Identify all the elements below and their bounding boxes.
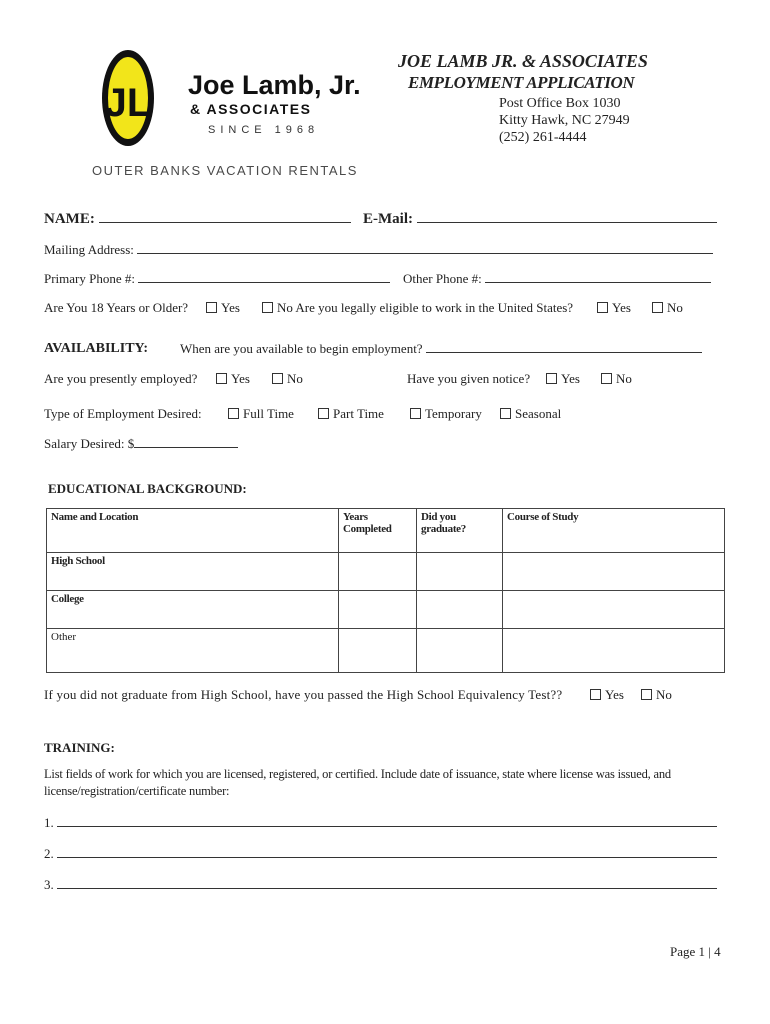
age-no-checkbox[interactable] <box>262 302 273 313</box>
equivalency-yes-label: Yes <box>605 687 624 702</box>
training-line-1 <box>44 815 717 831</box>
primary-phone-label: Primary Phone #: <box>44 271 135 286</box>
other-phone-field[interactable] <box>485 271 711 283</box>
email-row <box>363 211 717 228</box>
other-course-cell[interactable] <box>503 629 725 673</box>
training-number-3: 3. <box>44 877 54 892</box>
company-phone: (252) 261-4444 <box>499 130 587 145</box>
hs-course-cell[interactable] <box>503 553 725 591</box>
logo-name: Joe Lamb, Jr. <box>188 70 361 100</box>
training-line-2 <box>44 846 717 862</box>
table-row <box>47 591 725 629</box>
seasonal-option[interactable] <box>500 406 561 422</box>
availability-heading: AVAILABILITY: <box>44 341 149 356</box>
temporary-option[interactable] <box>410 406 482 422</box>
training-field-3[interactable] <box>57 877 717 889</box>
begin-date-field[interactable] <box>426 341 702 353</box>
address-line-2: Kitty Hawk, NC 27949 <box>499 113 630 128</box>
temporary-label: Temporary <box>425 406 482 421</box>
mailing-row <box>44 242 713 258</box>
equivalency-yes-checkbox[interactable] <box>590 689 601 700</box>
row-college[interactable]: College <box>47 591 339 629</box>
temporary-checkbox[interactable] <box>410 408 421 419</box>
training-line-3 <box>44 877 717 893</box>
table-row <box>47 629 725 673</box>
college-years-cell[interactable] <box>339 591 417 629</box>
employment-type-label: Type of Employment Desired: <box>44 406 202 421</box>
begin-question: When are you available to begin employment? <box>180 341 423 356</box>
training-field-1[interactable] <box>57 815 717 827</box>
education-heading: EDUCATIONAL BACKGROUND: <box>48 481 247 496</box>
training-number-1: 1. <box>44 815 54 830</box>
salary-label: Salary Desired: $ <box>44 436 135 451</box>
salary-row <box>44 436 238 452</box>
address-line-1: Post Office Box 1030 <box>499 96 621 111</box>
employed-no-option[interactable] <box>272 371 303 387</box>
mailing-address-field[interactable] <box>137 242 713 254</box>
full-time-checkbox[interactable] <box>228 408 239 419</box>
notice-yes-checkbox[interactable] <box>546 373 557 384</box>
notice-no-label: No <box>616 371 632 386</box>
hs-years-cell[interactable] <box>339 553 417 591</box>
form-title: EMPLOYMENT APPLICATION <box>408 73 635 92</box>
employed-no-checkbox[interactable] <box>272 373 283 384</box>
mailing-label: Mailing Address: <box>44 242 134 257</box>
part-time-checkbox[interactable] <box>318 408 329 419</box>
work-no-option[interactable] <box>652 300 683 316</box>
part-time-label: Part Time <box>333 406 384 421</box>
other-years-cell[interactable] <box>339 629 417 673</box>
training-number-2: 2. <box>44 846 54 861</box>
employed-yes-option[interactable] <box>216 371 250 387</box>
training-field-2[interactable] <box>57 846 717 858</box>
work-eligible-question: No Are you legally eligible to work in the United States? <box>277 300 574 315</box>
employed-question: Are you presently employed? <box>44 371 198 386</box>
training-instructions: List fields of work for which you are licensed, registered, or certified. Include date of issuance, state where license was issued, and license/registration/certificate number: <box>44 767 671 798</box>
table-row <box>47 553 725 591</box>
logo-associates: & ASSOCIATES <box>190 101 312 117</box>
email-label: E-Mail: <box>363 211 413 227</box>
other-graduated-cell[interactable] <box>417 629 503 673</box>
company-name: JOE LAMB JR. & ASSOCIATES <box>398 51 648 71</box>
employed-yes-label: Yes <box>231 371 250 386</box>
education-table <box>46 508 725 673</box>
hs-graduated-cell[interactable] <box>417 553 503 591</box>
company-logo <box>90 50 390 180</box>
college-course-cell[interactable] <box>503 591 725 629</box>
name-row <box>44 211 351 228</box>
training-heading: TRAINING: <box>44 740 115 755</box>
work-yes-option[interactable] <box>597 300 631 316</box>
age-yes-option[interactable] <box>206 300 240 316</box>
age-yes-label: Yes <box>221 300 240 315</box>
age-yes-checkbox[interactable] <box>206 302 217 313</box>
age-question: Are You 18 Years or Older? <box>44 300 189 315</box>
equivalency-no-checkbox[interactable] <box>641 689 652 700</box>
work-no-checkbox[interactable] <box>652 302 663 313</box>
education-header-row <box>47 509 725 553</box>
email-field[interactable] <box>417 211 717 223</box>
col-name-location: Name and Location <box>47 509 339 553</box>
row-high-school[interactable]: High School <box>47 553 339 591</box>
logo-since: SINCE 1968 <box>208 124 320 136</box>
salary-field[interactable] <box>134 436 238 448</box>
equivalency-no-option[interactable] <box>641 687 672 703</box>
work-yes-label: Yes <box>612 300 631 315</box>
seasonal-checkbox[interactable] <box>500 408 511 419</box>
primary-phone-field[interactable] <box>138 271 390 283</box>
full-time-label: Full Time <box>243 406 294 421</box>
begin-row <box>180 341 702 357</box>
col-graduated: Did you graduate? <box>417 509 503 553</box>
equivalency-question: If you did not graduate from High School, have you passed the High School Equivalency Test?? <box>44 687 563 702</box>
notice-question: Have you given notice? <box>407 371 531 386</box>
part-time-option[interactable] <box>318 406 384 422</box>
other-phone-row <box>403 271 711 287</box>
work-no-label: No <box>667 300 683 315</box>
employed-no-label: No <box>287 371 303 386</box>
col-course-study: Course of Study <box>503 509 725 553</box>
logo-tagline: OUTER BANKS VACATION RENTALS <box>92 163 358 178</box>
notice-yes-option[interactable] <box>546 371 580 387</box>
notice-no-checkbox[interactable] <box>601 373 612 384</box>
equivalency-no-label: No <box>656 687 672 702</box>
primary-phone-row <box>44 271 390 287</box>
work-yes-checkbox[interactable] <box>597 302 608 313</box>
row-other[interactable]: Other <box>47 629 339 673</box>
logo-monogram: JL <box>104 81 152 125</box>
age-no-work-question[interactable] <box>262 300 573 316</box>
full-time-option[interactable] <box>228 406 294 422</box>
col-years-completed: Years Completed <box>339 509 417 553</box>
notice-no-option[interactable] <box>601 371 632 387</box>
name-label: NAME: <box>44 211 95 227</box>
logo-graphic <box>90 50 390 180</box>
notice-yes-label: Yes <box>561 371 580 386</box>
other-phone-label: Other Phone #: <box>403 271 482 286</box>
name-field[interactable] <box>99 211 351 223</box>
seasonal-label: Seasonal <box>515 406 562 421</box>
college-graduated-cell[interactable] <box>417 591 503 629</box>
equivalency-yes-option[interactable] <box>590 687 624 703</box>
page-number: Page 1 | 4 <box>670 944 721 959</box>
employed-yes-checkbox[interactable] <box>216 373 227 384</box>
